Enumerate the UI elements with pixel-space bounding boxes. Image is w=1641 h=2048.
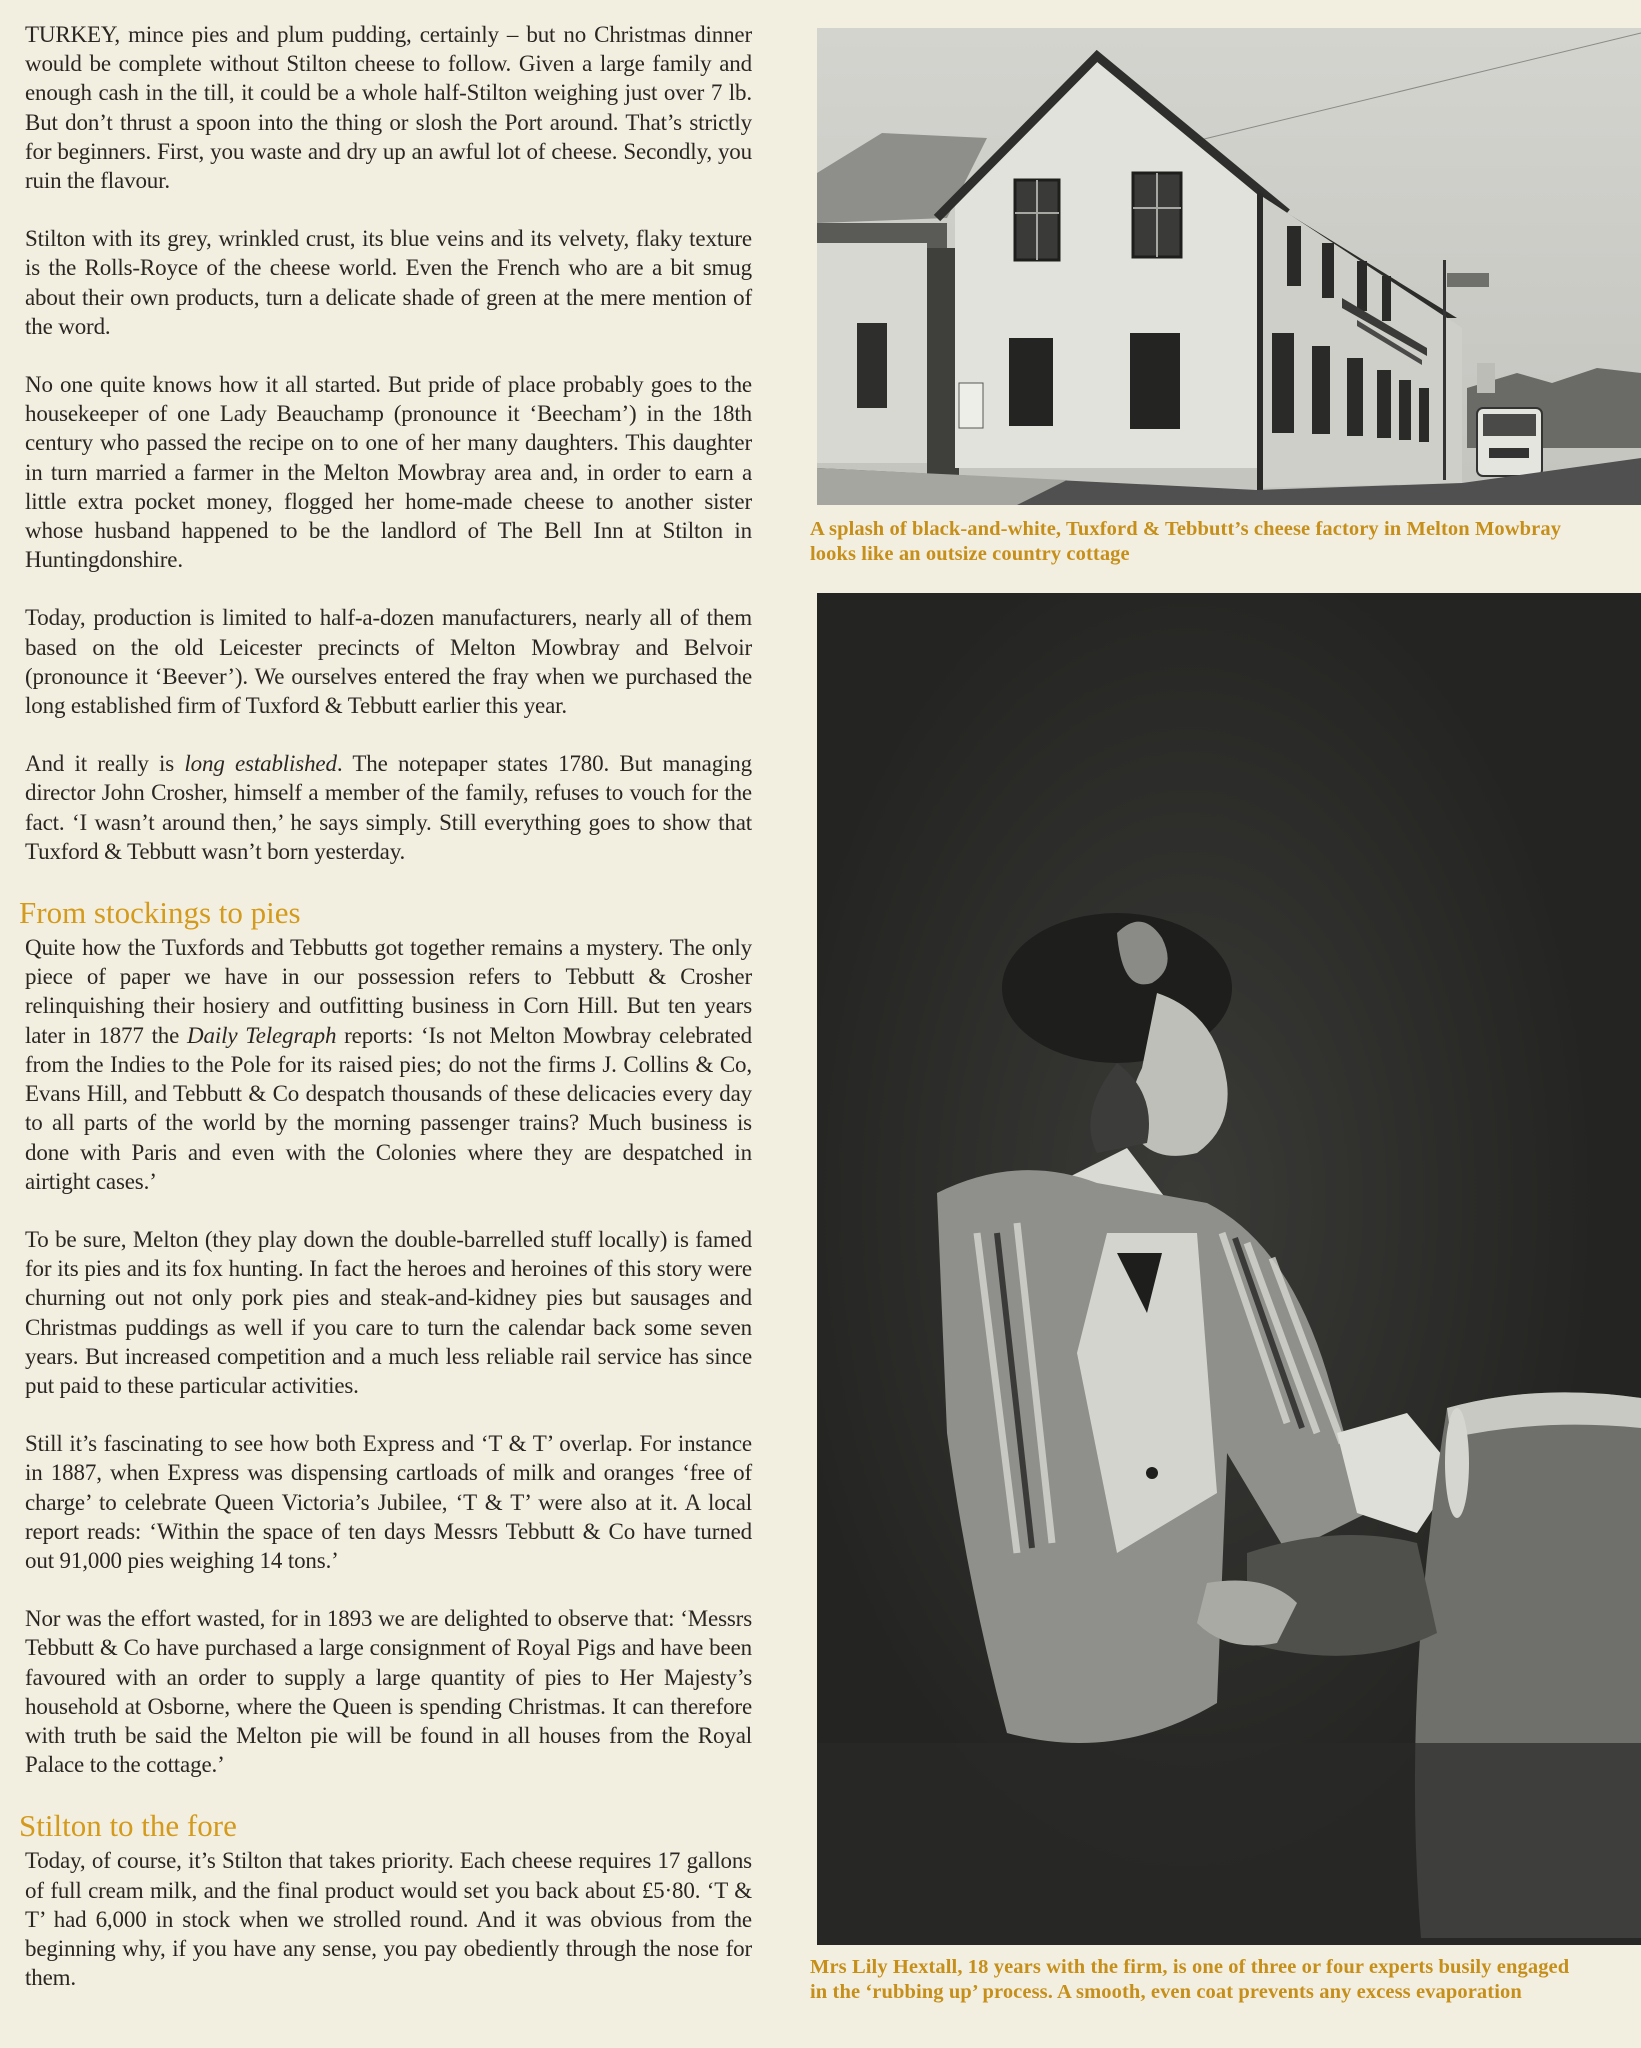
factory-photo-caption: A splash of black-and-white, Tuxford & Tebbutt’s cheese factory in Melton Mowbray looks like an outsize country cottage xyxy=(810,518,1562,565)
worker-photo xyxy=(817,593,1641,1945)
section-heading-stilton: Stilton to the fore xyxy=(19,1808,237,1844)
text-run: And it really is xyxy=(25,751,185,777)
intro-paragraph-4: Today, production is limited to half-a-dozen manufacturers, nearly all of them based on the old Leicester precincts of Melton Mowbray and Belvoir (pronounce it ‘Beever’). We ourselves entered the fray when we purchased the long established firm of Tuxford & Tebbutt earlier this year. xyxy=(25,605,752,719)
article-body xyxy=(19,20,752,2021)
italic-phrase: long established xyxy=(184,751,337,777)
worker-photo-caption: Mrs Lily Hextall, 18 years with the firm, is one of three or four experts busily engaged in the ‘rubbing up’ process. A smooth, even coat prevents any excess evaporation xyxy=(810,1956,1570,2003)
intro-paragraph-3: No one quite knows how it all started. But pride of place probably goes to the housekeeper of one Lady Beauchamp (pronounce it ‘Beecham’) in the 18th century who passed the recipe on to one of her many daughters. This daughter in turn married a farmer in the Melton Mowbray area and, in order to earn a little extra pocket money, flogged her home-made cheese to another sister whose husband happened to be the landlord of The Bell Inn at Stilton in Huntingdonshire. xyxy=(25,372,752,573)
text-run: . The notepaper states 1780. But managing director John Crosher, himself a member of the family, refuses to vouch for the fact. ‘I wasn’t around then,’ he says simply. Still everything goes to show that Tuxford & Tebbutt wasn’t born yesterday. xyxy=(25,751,752,864)
text-run: Quite how the Tuxfords and Tebbutts got together remains a mystery. The only piece of paper we have in our possession refers to Tebbutt & Crosher relinquishing their hosiery and outfitting business in Corn Hill. But ten years later in 1877 the xyxy=(25,935,752,1048)
section2-paragraph-1: Today, of course, it’s Stilton that takes priority. Each cheese requires 17 gallons of full cream milk, and the final product would set you back about £5·80. ‘T & T’ had 6,000 in stock when we strolled round. And it was obvious from the beginning why, if you have any sense, you pay obediently through the nose for them. xyxy=(25,1848,752,1991)
worker-rubbing-cheese-image xyxy=(817,593,1641,1945)
section1-paragraph-2: To be sure, Melton (they play down the double-barrelled stuff locally) is famed for its pies and its fox hunting. In fact the heroes and heroines of this story were churning out not only pork pies and steak-and-kidney pies but sausages and Christmas puddings as well if you care to turn the calendar back some seven years. But increased competition and a much less reliable rail service has since put paid to these particular activities. xyxy=(25,1226,752,1398)
newspaper-title: Daily Telegraph xyxy=(187,1022,337,1048)
factory-building-image xyxy=(817,28,1641,505)
text-run: reports: ‘Is not Melton Mowbray celebrated from the Indies to the Pole for its raised pies; do not the firms J. Collins & Co, Evans Hill, and Tebbutt & Co despatch thousands of these delicacies every day to all parts of the world by the morning passenger trains? Much business is done with Paris and even with the Colonies where they are despatched in airtight cases.’ xyxy=(25,1022,752,1194)
factory-photo xyxy=(817,28,1641,505)
section1-paragraph-1 xyxy=(25,933,752,1196)
section-heading-stockings: From stockings to pies xyxy=(19,895,301,931)
intro-paragraph-5 xyxy=(25,749,752,866)
intro-paragraph-2: Stilton with its grey, wrinkled crust, its blue veins and its velvety, flaky texture is the Rolls-Royce of the cheese world. Even the French who are a bit smug about their own products, turn a delicate shade of green at the mere mention of the word. xyxy=(25,226,752,339)
intro-paragraph-1: TURKEY, mince pies and plum pudding, certainly – but no Christmas dinner would be complete without Stilton cheese to follow. Given a large family and enough cash in the till, it could be a whole half-Stilton weighing just over 7 lb. But don’t thrust a spoon into the thing or slosh the Port around. That’s strictly for beginners. First, you waste and dry up an awful lot of cheese. Secondly, you ruin the flavour. xyxy=(25,22,752,194)
section1-paragraph-3: Still it’s fascinating to see how both Express and ‘T & T’ overlap. For instance in 1887, when Express was dispensing cartloads of milk and oranges ‘free of charge’ to celebrate Queen Victoria’s Jubilee, ‘T & T’ were also at it. A local report reads: ‘Within the space of ten days Messrs Tebbutt & Co have turned out 91,000 pies weighing 14 tons.’ xyxy=(25,1431,752,1573)
section1-paragraph-4: Nor was the effort wasted, for in 1893 we are delighted to observe that: ‘Messrs Tebbutt & Co have purchased a large consignment of Royal Pigs and have been favoured with an order to supply a large quantity of pies to Her Majesty’s household at Osborne, where the Queen is spending Christmas. It can therefore with truth be said the Melton pie will be found in all houses from the Royal Palace to the cottage.’ xyxy=(25,1606,752,1778)
